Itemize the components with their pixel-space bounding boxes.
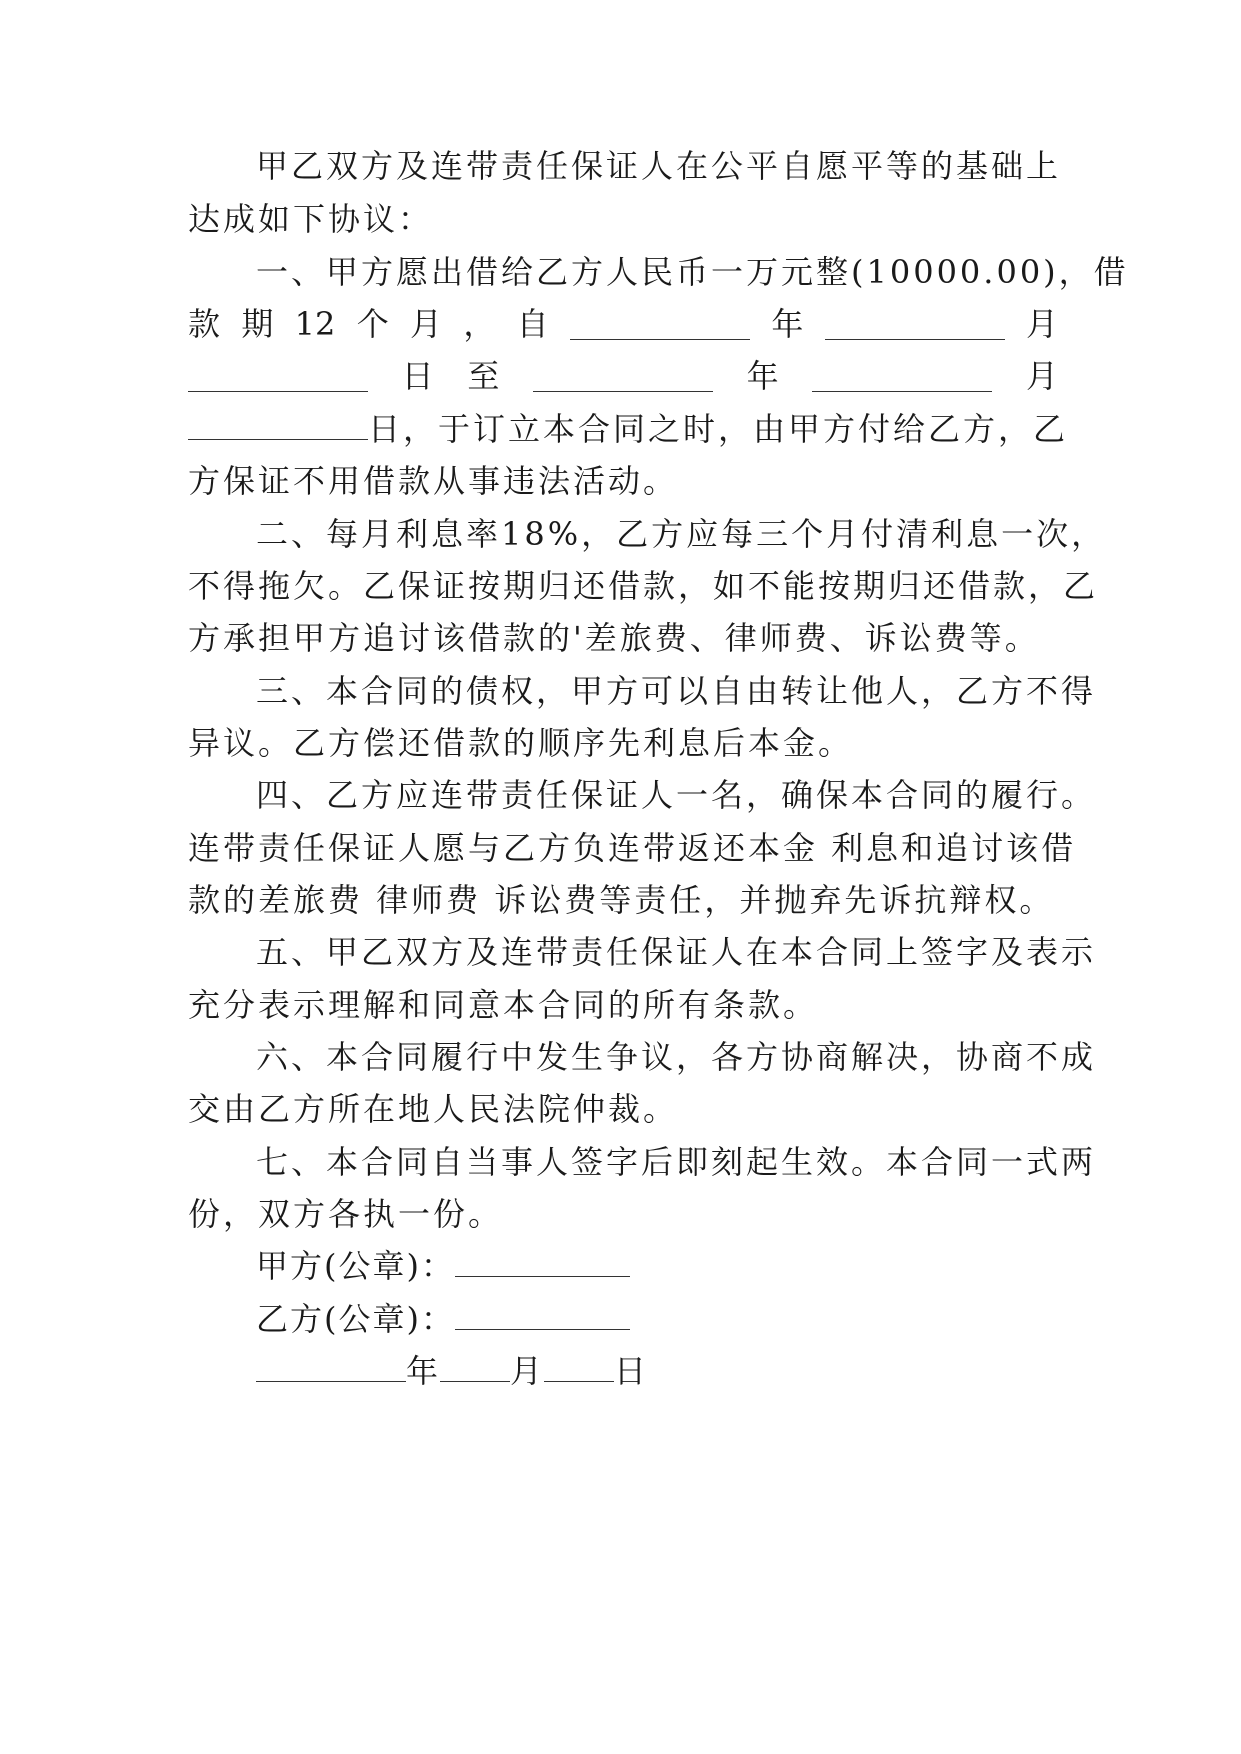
clause-4-line-3: 款的差旅费 律师费 诉讼费等责任，并抛弃先诉抗辩权。 [188,881,1055,919]
clause-4-line-1: 四、乙方应连带责任保证人一名，确保本合同的履行。 [256,776,1097,814]
end-day-blank [188,409,368,440]
clause-7-line-1: 七、本合同自当事人签字后即刻起生效。本合同一式两 [256,1143,1097,1181]
date-year-label: 年 [406,1352,441,1390]
clause-2-line-3: 方承担甲方追讨该借款的'差旅费、律师费、诉讼费等。 [188,619,1040,657]
clause-6-line-1: 六、本合同履行中发生争议，各方协商解决，协商不成 [256,1038,1097,1076]
party-a-label: 甲方(公章)： [256,1247,455,1285]
clause-1-line-2 [188,295,1058,353]
end-month-blank [812,361,992,392]
date-day-label: 日 [614,1352,649,1390]
text-token: 年 [746,357,779,395]
clause-6-line-2: 交由乙方所在地人民法院仲裁。 [188,1090,679,1128]
date-day-blank [544,1351,614,1382]
party-b-line [256,1290,1058,1348]
text-token: 款 [188,305,221,343]
text-token: ， [463,305,496,343]
text-token: 12 [294,305,336,343]
date-year-blank [256,1351,406,1382]
start-year-blank [570,309,750,340]
clause-2-line-2: 不得拖欠。乙保证按期归还借款，如不能按期归还借款，乙 [188,567,1099,605]
clause-1-line-4 [188,400,1069,458]
clause-4-line-2: 连带责任保证人愿与乙方负连带返还本金 利息和追讨该借 [188,829,1077,867]
clause-3-line-1: 三、本合同的债权，甲方可以自由转让他人，乙方不得 [256,672,1097,710]
text-token: 期 [241,305,274,343]
start-day-blank [188,361,368,392]
clause-2-line-1: 二、每月利息率18%，乙方应每三个月付清利息一次， [256,515,1107,553]
clause-1-line-5: 方保证不用借款从事违法活动。 [188,462,679,500]
text-token: 月 [1025,357,1058,395]
text-token: 自 [516,305,549,343]
clause-1-line-1: 一、甲方愿出借给乙方人民币一万元整(10000.00)，借 [256,253,1129,291]
text-token: 个 [356,305,389,343]
text-token: 日 [401,357,434,395]
date-line [256,1342,1058,1400]
party-a-line [256,1237,1058,1295]
start-month-blank [825,309,1005,340]
intro-line-1: 甲乙双方及连带责任保证人在公平自愿平等的基础上 [256,147,1062,185]
clause-3-line-2: 异议。乙方偿还借款的顺序先利息后本金。 [188,724,854,762]
date-month-blank [440,1351,510,1382]
clause-1-line-4-text: 日，于订立本合同之时，由甲方付给乙方，乙 [368,410,1069,448]
text-token: 年 [771,305,804,343]
clause-1-line-3 [188,347,1058,405]
text-token: 至 [467,357,500,395]
party-b-label: 乙方(公章)： [256,1300,455,1338]
party-b-seal-blank [455,1299,630,1330]
end-year-blank [533,361,713,392]
text-token: 月 [1025,305,1058,343]
clause-5-line-1: 五、甲乙双方及连带责任保证人在本合同上签字及表示 [256,933,1097,971]
date-month-label: 月 [510,1352,545,1390]
text-token: 月 [410,305,443,343]
clause-5-line-2: 充分表示理解和同意本合同的所有条款。 [188,986,819,1024]
party-a-seal-blank [455,1246,630,1277]
clause-7-line-2: 份，双方各执一份。 [188,1195,504,1233]
intro-line-2: 达成如下协议： [188,200,434,238]
